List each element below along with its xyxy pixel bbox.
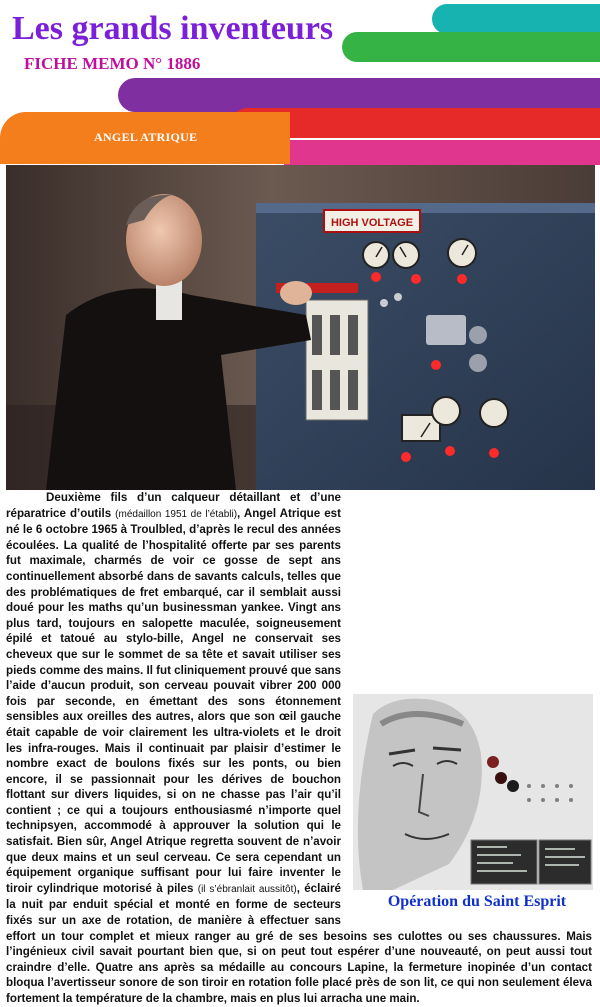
header-banner — [0, 0, 600, 165]
inventor-name: ANGEL ATRIQUE — [94, 130, 198, 144]
memo-number: FICHE MEMO N° 1886 — [24, 54, 201, 73]
article-text-part-2: , Angel Atrique est né le 6 octobre 1965 à Troulbled, d’après le recul des années écoulées. La qualité de l’hospitalité offerte par ses parents fut maximale, charmés de voir ce gosse de sept ans continuellement absorbé dans de savants calculs, telles que des problématiques de fret embarqué, car il semblait aussi doué pour les maths qu’un businessman yankee. Vingt ans plus tard, toujours en salopette maculée, soigneusement épilé et tatoué au stylo-bille, Angel ne conservait ses cheveux que sur le sommet de sa tête et savait utiliser ses pieds comme des mains. Il fut cliniquement prouvé que sans l’aide d’aucun produit, son cerveau pouvait vibrer 200 000 fois par seconde, en émettant des sons étonnement sensibles aux oreilles des autres, alors que son œil gauche était capable de voir clairement les ultra-violets et le droit les infra-rouges. Mais il continuait par plaisir d’estimer le nombre exact de boulons fixés sur les ponts, ou bien encore, il se passionnait pour les dérives de bouchon flottant sur divers liquides, si on ne chasse pas l’air qu’il contient ; ce qui a toujours enthousiasmé n’importe quel technipsyen, accommodé à approuver la solution qui le satisfait. Bien sûr, Angel Atrique regretta souvent de n’avoir que deux mains et un seul cerveau. Ce sera cependant un équipement organique suffisant pour lui faire inventer le tiroir cylindrique motorisé à piles — [6, 506, 342, 895]
article-text-part-1: Deuxième fils d’un calqueur détaillant et d’une réparatrice d’outils — [6, 491, 341, 520]
article-note-2: (il s’ébranlait aussitôt) — [197, 883, 297, 895]
main-photo — [6, 165, 595, 490]
portrait-sketch — [353, 694, 593, 890]
article-text-part-3: , éclairé la nuit par enduit spécial et monté en forme de secteurs fixés sur un axe de rotation, de manière à effectuer sans effort un tour complet et mieux ranger au gré de ses besoins ses culottes ou ses chaussures. Mais l’ingénieux civil savait pourtant bien que, si on peut tout espérer d’une nouveauté, on peut aussi tout craindre d’elle. Quatre ans après sa médaille au concours Lapine, la fermeture inopinée d’un contact bloqua l’avertisseur sonore de son tiroir en rotation folle placé près de son lit, ce qui non seulement éleva fortement la température de la chambre, mais en plus lui arracha une main. — [6, 881, 592, 1005]
article-note-1: (médaillon 1951 de l’établi) — [115, 508, 238, 520]
secondary-illustration — [353, 694, 593, 890]
purple-stripe — [118, 78, 600, 112]
magenta-stripe — [284, 140, 600, 165]
control-panel-illustration — [6, 165, 595, 490]
page-title: Les grands inventeurs — [12, 10, 334, 47]
high-voltage-sign: HIGH VOLTAGE — [330, 217, 414, 229]
green-stripe — [342, 32, 600, 62]
image-caption: Opération du Saint Esprit — [387, 893, 567, 910]
teal-stripe — [432, 4, 600, 34]
